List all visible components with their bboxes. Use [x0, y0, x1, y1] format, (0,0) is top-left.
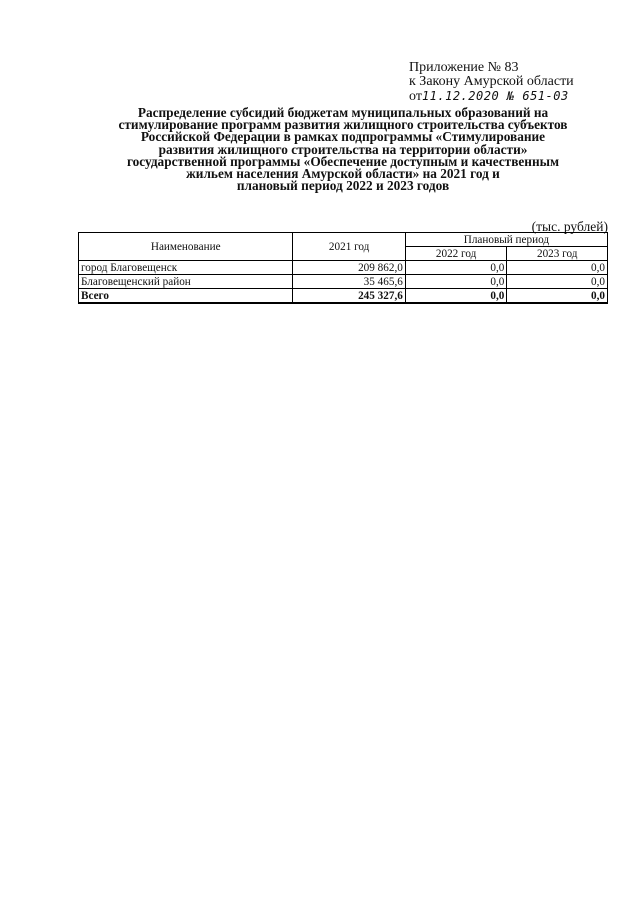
title-line: Российской Федерации в рамках подпрограммы «Стимулирование — [140, 129, 546, 145]
total-name: Всего — [79, 289, 293, 304]
appendix-number: Приложение № 83 — [409, 60, 519, 75]
header-2022: 2022 год — [405, 247, 507, 261]
title-line: плановый период 2022 и 2023 годов — [236, 178, 450, 194]
row-value-2022: 0,0 — [405, 275, 507, 289]
row-value-2022: 0,0 — [405, 261, 507, 275]
table-total-row — [79, 289, 608, 304]
appendix-block — [409, 61, 609, 105]
units-label: (тыс. рублей) — [531, 219, 608, 234]
row-value-2023: 0,0 — [507, 261, 608, 275]
table-header-row — [79, 233, 608, 247]
row-name: город Благовещенск — [79, 261, 293, 275]
row-name: Благовещенский район — [79, 275, 293, 289]
row-value-2021: 35 465,6 — [293, 275, 405, 289]
total-value-2021: 245 327,6 — [293, 289, 405, 304]
document-title — [78, 107, 608, 192]
subsidy-table — [78, 232, 608, 304]
header-2021: 2021 год — [293, 233, 405, 261]
row-value-2021: 209 862,0 — [293, 261, 405, 275]
appendix-date-line — [409, 89, 609, 105]
appendix-law-reference: к Закону Амурской области — [409, 74, 574, 89]
table-row — [79, 275, 608, 289]
total-value-2023: 0,0 — [507, 289, 608, 304]
header-2023: 2023 год — [507, 247, 608, 261]
title-line: государственной программы «Обеспечение доступным и качественным — [126, 153, 560, 169]
title-line: стимулирование программ развития жилищного строительства субъектов — [118, 117, 568, 133]
title-line: развития жилищного строительства на территории области» — [158, 141, 528, 157]
total-value-2022: 0,0 — [405, 289, 507, 304]
table-row — [79, 261, 608, 275]
title-line: Распределение субсидий бюджетам муниципальных образований на — [137, 105, 549, 120]
header-planned-period: Плановый период — [405, 233, 607, 247]
title-line: жильем населения Амурской области» на 2021 год и — [186, 166, 500, 182]
header-name: Наименование — [79, 233, 293, 261]
appendix-date-prefix: от — [409, 89, 422, 104]
row-value-2023: 0,0 — [507, 275, 608, 289]
handwritten-date-number: 11.12.2020 № 651-03 — [421, 89, 569, 103]
